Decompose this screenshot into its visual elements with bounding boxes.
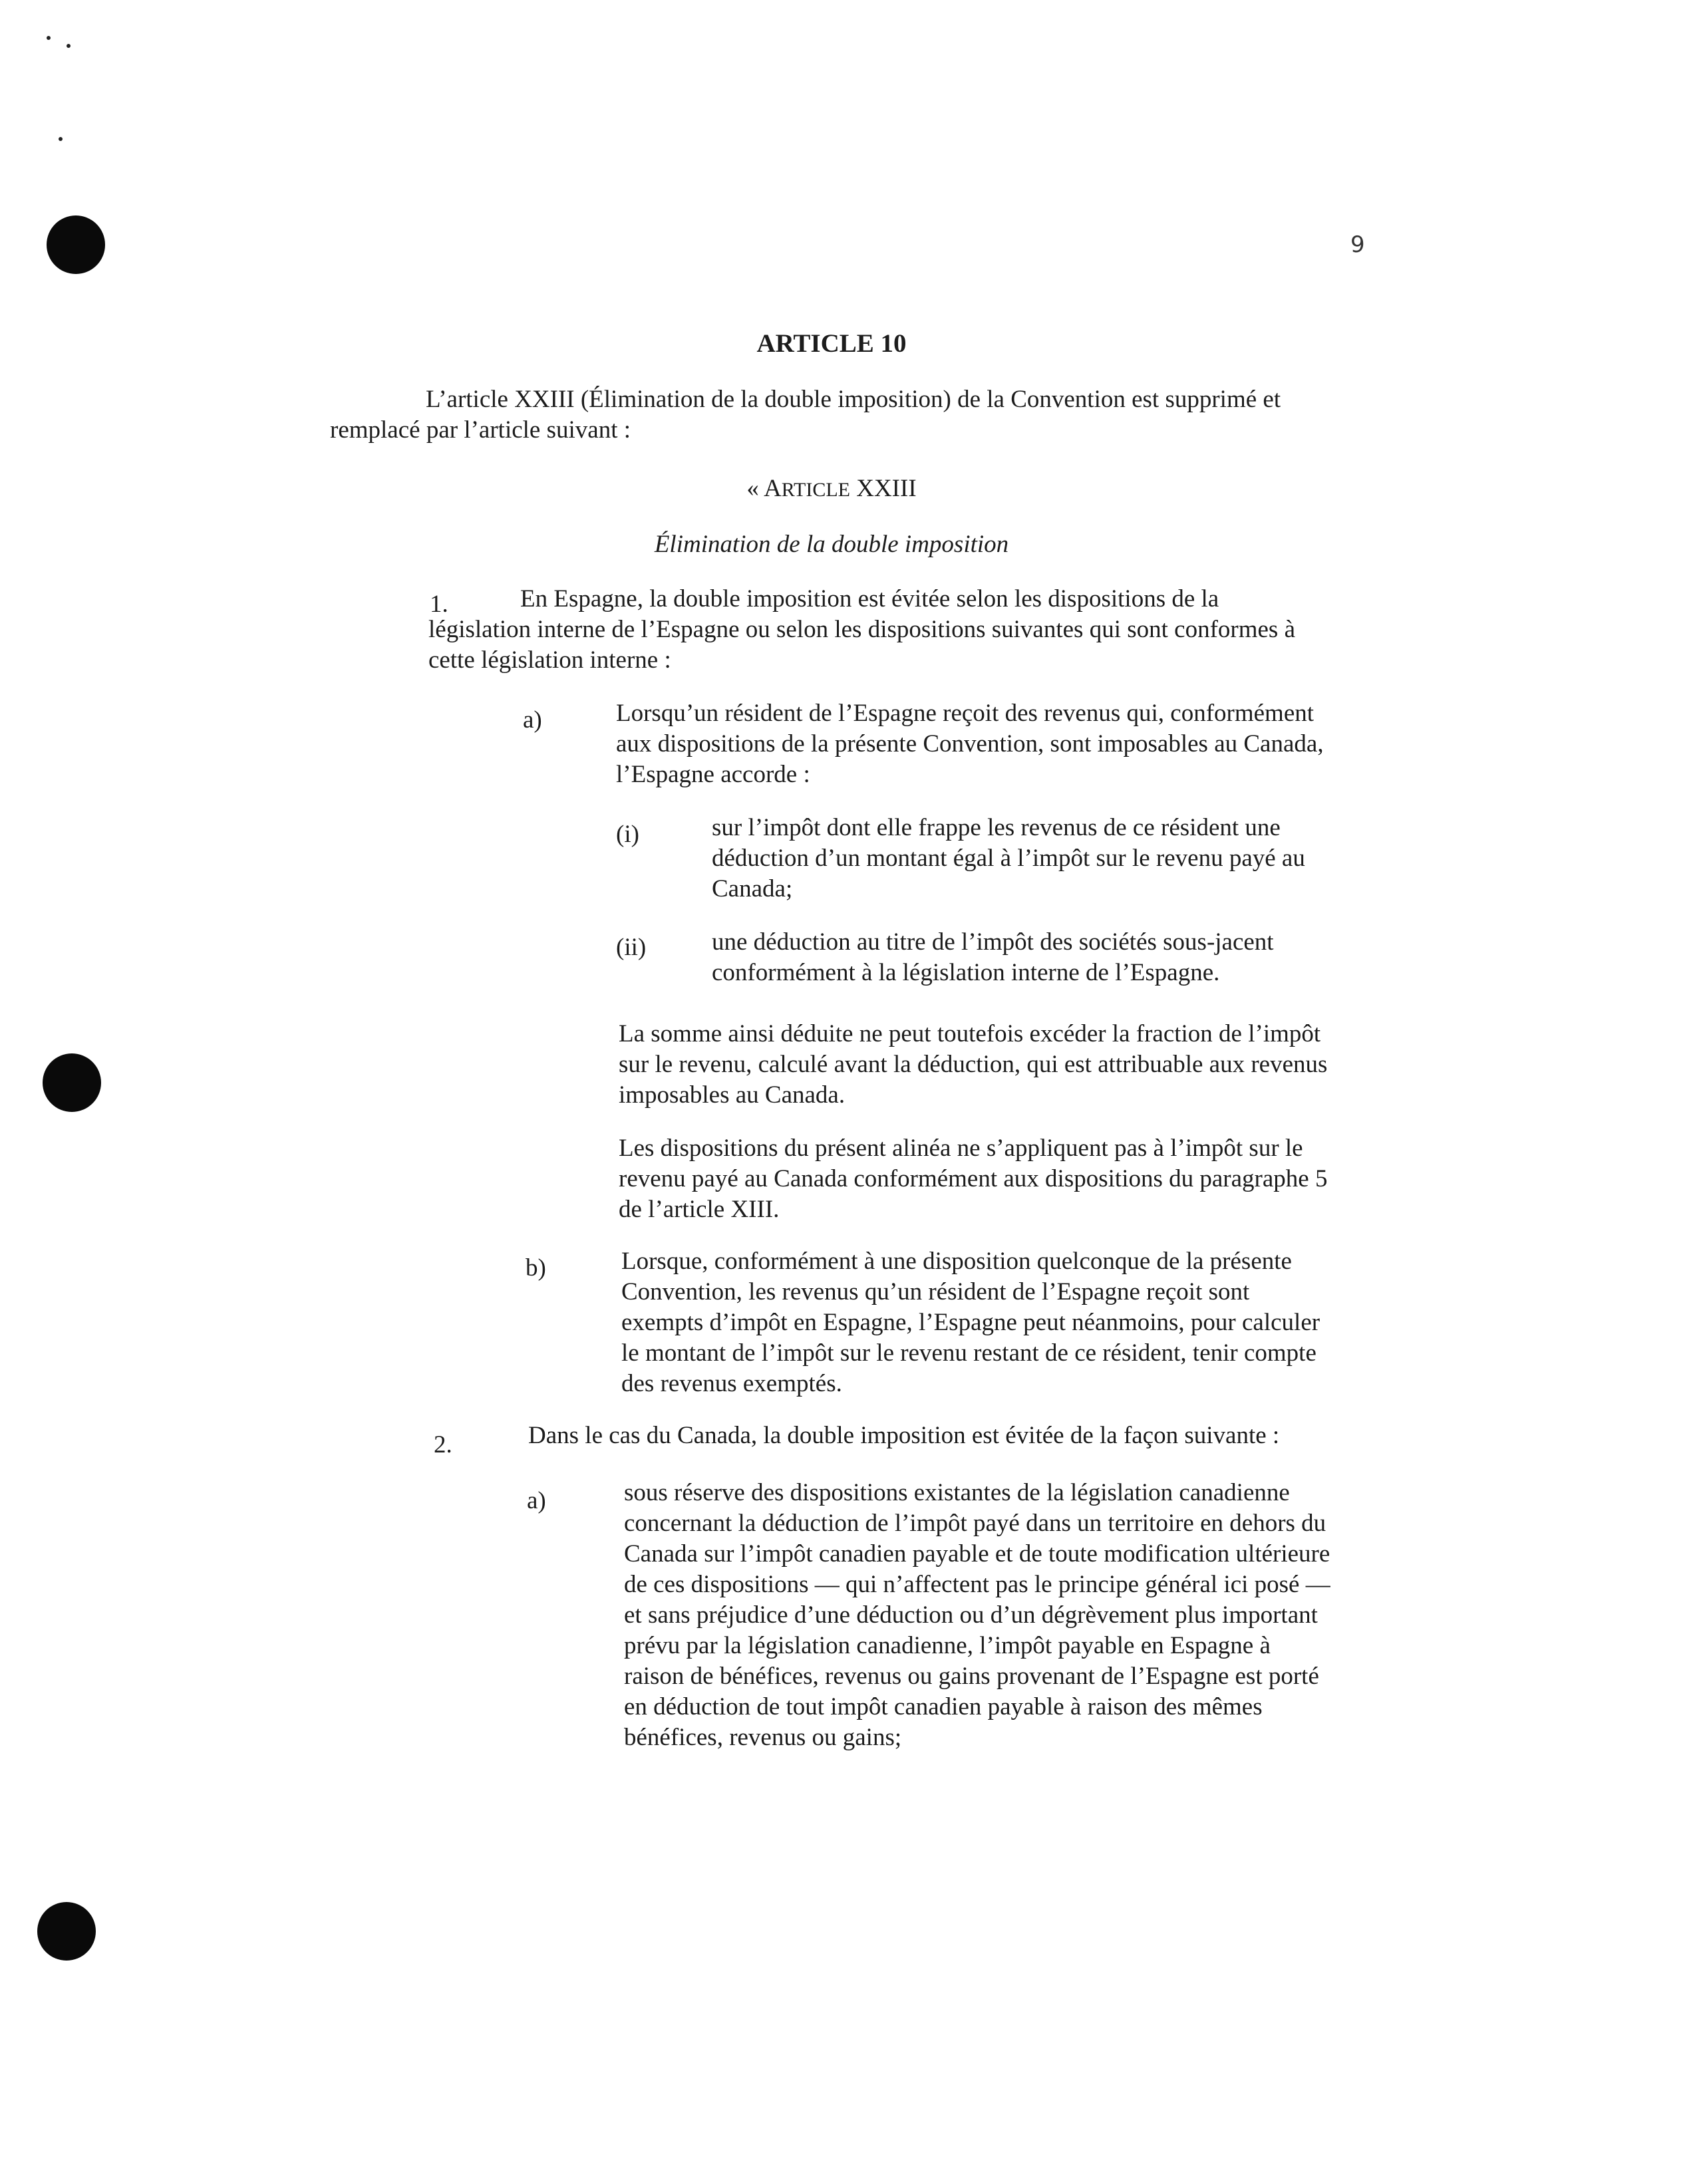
text-line: Dans le cas du Canada, la double imposition est évitée de la façon suivante : <box>528 1422 1280 1449</box>
text-line: Les dispositions du présent alinéa ne s’appliquent pas à l’impôt sur le <box>619 1135 1303 1162</box>
text-line: revenu payé au Canada conformément aux dispositions du paragraphe 5 <box>619 1165 1328 1192</box>
text-line: exempts d’impôt en Espagne, l’Espagne peut néanmoins, pour calculer <box>621 1309 1320 1336</box>
text-line: Canada; <box>712 875 793 902</box>
heading-first-letter: A <box>764 475 782 502</box>
punch-hole-bottom <box>37 1902 96 1961</box>
text-line: de l’article XIII. <box>619 1196 780 1223</box>
new-article-heading <box>333 474 1330 505</box>
text-line: L’article XXIII (Élimination de la double imposition) de la Convention est supprimé et <box>426 386 1281 413</box>
open-quote: « <box>746 475 764 502</box>
scan-speck <box>67 44 71 48</box>
text-line: conformément à la législation interne de l’Espagne. <box>712 959 1220 986</box>
subparagraph-label: a) <box>527 1487 546 1514</box>
text-line: une déduction au titre de l’impôt des sociétés sous-jacent <box>712 928 1274 956</box>
text-line: La somme ainsi déduite ne peut toutefois excéder la fraction de l’impôt <box>619 1020 1321 1047</box>
text-line: le montant de l’impôt sur le revenu restant de ce résident, tenir compte <box>621 1339 1316 1367</box>
scan-speck <box>47 36 51 40</box>
article-title: ARTICLE 10 <box>756 329 907 358</box>
text-line: sur le revenu, calculé avant la déduction, qui est attribuable aux revenus <box>619 1051 1328 1078</box>
text-line: de ces dispositions — qui n’affectent pas le principe général ici posé — <box>624 1571 1330 1598</box>
text-line: cette législation interne : <box>428 646 671 674</box>
new-article-subtitle: Élimination de la double imposition <box>654 531 1009 558</box>
subparagraph-label: a) <box>523 706 542 734</box>
text-line: imposables au Canada. <box>619 1081 846 1109</box>
heading-small-caps: RTICLE <box>781 479 850 501</box>
text-line: Lorsqu’un résident de l’Espagne reçoit des revenus qui, conformément <box>616 700 1314 727</box>
punch-hole-top <box>47 215 105 274</box>
text-line: remplacé par l’article suivant : <box>330 416 631 444</box>
text-line: et sans préjudice d’une déduction ou d’un dégrèvement plus important <box>624 1601 1318 1629</box>
clause-label: (ii) <box>616 934 647 961</box>
text-line: concernant la déduction de l’impôt payé dans un territoire en dehors du <box>624 1510 1326 1537</box>
text-line: législation interne de l’Espagne ou selon les dispositions suivantes qui sont conformes à <box>428 616 1296 643</box>
clause-label: (i) <box>616 821 639 848</box>
paragraph-number: 1. <box>430 591 448 618</box>
text-line: Convention, les revenus qu’un résident de l’Espagne reçoit sont <box>621 1278 1250 1305</box>
text-line: aux dispositions de la présente Convention, sont imposables au Canada, <box>616 730 1324 757</box>
punch-hole-middle <box>43 1053 101 1112</box>
text-line: prévu par la législation canadienne, l’impôt payable en Espagne à <box>624 1632 1271 1659</box>
page-number: 9 <box>1350 231 1365 258</box>
text-line: en déduction de tout impôt canadien payable à raison des mêmes <box>624 1693 1263 1720</box>
text-line: En Espagne, la double imposition est évitée selon les dispositions de la <box>520 585 1219 613</box>
paragraph-number: 2. <box>434 1431 452 1458</box>
subparagraph-label: b) <box>526 1254 546 1282</box>
text-line: l’Espagne accorde : <box>616 761 810 788</box>
text-line: bénéfices, revenus ou gains; <box>624 1724 902 1751</box>
heading-numeral: XXIII <box>850 475 917 502</box>
text-line: sous réserve des dispositions existantes de la législation canadienne <box>624 1479 1290 1506</box>
text-line: Lorsque, conformément à une disposition quelconque de la présente <box>621 1248 1292 1275</box>
text-line: déduction d’un montant égal à l’impôt sur le revenu payé au <box>712 845 1305 872</box>
text-line: sur l’impôt dont elle frappe les revenus de ce résident une <box>712 814 1281 841</box>
text-line: raison de bénéfices, revenus ou gains provenant de l’Espagne est porté <box>624 1663 1319 1690</box>
text-line: des revenus exemptés. <box>621 1370 842 1397</box>
scan-speck <box>59 137 63 141</box>
text-line: Canada sur l’impôt canadien payable et de toute modification ultérieure <box>624 1540 1330 1568</box>
